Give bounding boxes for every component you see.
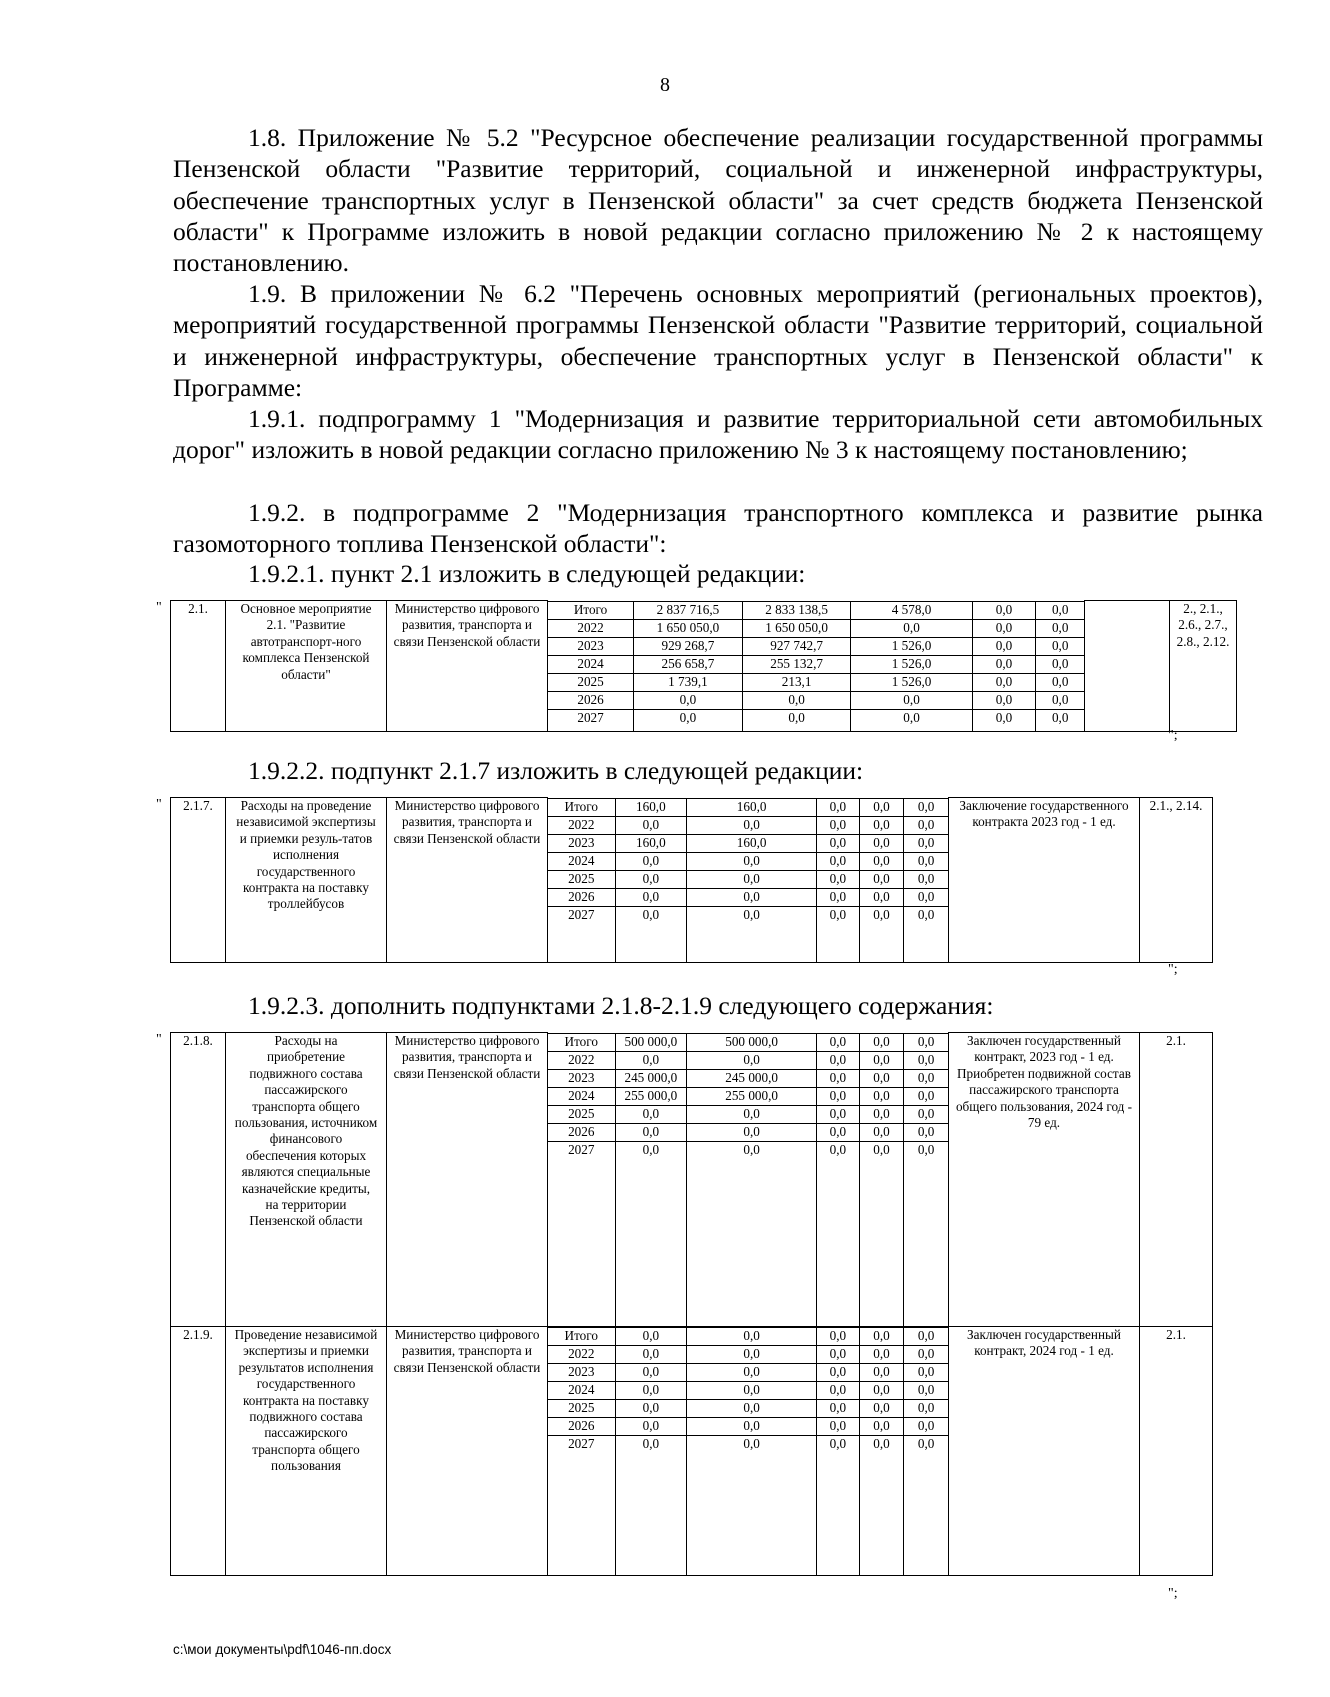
item-number: 2.1.8.	[171, 1033, 226, 1327]
funding-value: 0,0	[859, 1418, 904, 1436]
funding-value: 0,0	[615, 1123, 687, 1141]
funding-filler	[817, 1159, 860, 1326]
funding-value: 0,0	[904, 888, 948, 906]
quote-open: "	[156, 1032, 162, 1047]
funding-value: 4 578,0	[851, 601, 972, 619]
funding-year: Итого	[548, 798, 615, 816]
funding-value: 0,0	[904, 1364, 948, 1382]
funding-value: 0,0	[817, 1033, 860, 1051]
item-number: 2.1.	[171, 601, 226, 732]
funding-filler	[904, 1453, 948, 1575]
funding-row	[548, 1364, 948, 1382]
funding-value: 0,0	[904, 1436, 948, 1454]
funding-value: 0,0	[859, 798, 904, 816]
funding-cell	[548, 1033, 949, 1327]
funding-value: 0,0	[687, 1123, 817, 1141]
funding-value: 0,0	[817, 1087, 860, 1105]
item-refs: 2., 2.1., 2.6., 2.7., 2.8., 2.12.	[1170, 601, 1237, 732]
funding-value: 245 000,0	[615, 1069, 687, 1087]
funding-value: 0,0	[859, 1033, 904, 1051]
funding-value: 0,0	[972, 691, 1036, 709]
funding-value: 0,0	[615, 1364, 687, 1382]
funding-value: 0,0	[904, 1418, 948, 1436]
funding-value: 0,0	[687, 1346, 817, 1364]
funding-row	[548, 1141, 948, 1159]
funding-year: 2025	[548, 673, 634, 691]
funding-value: 0,0	[687, 1364, 817, 1382]
funding-value: 0,0	[817, 906, 860, 924]
funding-value: 0,0	[687, 870, 817, 888]
funding-value: 0,0	[904, 1069, 948, 1087]
funding-value: 0,0	[1036, 673, 1084, 691]
funding-value: 255 000,0	[687, 1087, 817, 1105]
funding-value: 500 000,0	[615, 1033, 687, 1051]
funding-value: 0,0	[615, 816, 687, 834]
funding-filler	[742, 727, 851, 731]
funding-row	[548, 852, 948, 870]
funding-value: 0,0	[904, 1346, 948, 1364]
item-name: Основное мероприятие 2.1. "Развитие автотранспорт-ного комплекса Пензенской области"	[226, 601, 387, 732]
quote-close: ";	[1168, 1586, 1178, 1601]
item-result: Заключен государственный контракт, 2023 год - 1 ед. Приобретен подвижной состав пассажирского транспорта общего пользования, 2024 год - 79 ед.	[949, 1033, 1140, 1327]
funding-year: Итого	[548, 1033, 615, 1051]
funding-value: 0,0	[904, 1033, 948, 1051]
funding-row	[548, 1382, 948, 1400]
funding-value: 0,0	[615, 1105, 687, 1123]
funding-value: 0,0	[1036, 709, 1084, 727]
funding-value: 0,0	[687, 1105, 817, 1123]
funding-row	[548, 888, 948, 906]
funding-row	[548, 1051, 948, 1069]
item-number: 2.1.7.	[171, 798, 226, 963]
funding-value: 0,0	[859, 1400, 904, 1418]
funding-year: 2022	[548, 619, 634, 637]
paragraph-1-9-2-3: 1.9.2.3. дополнить подпунктами 2.1.8-2.1.9 следующего содержания:	[248, 991, 994, 1020]
paragraph-1-8: 1.8. Приложение № 5.2 "Ресурсное обеспечение реализации государственной программы Пензенской области "Развитие территорий, социальной и инженерной инфраструктуры, обеспечение транспортных услуг в Пензенской области" за счет средств бюджета Пензенской области" к Программе изложить в новой редакции согласно приложению № 2 к настоящему постановлению.	[173, 123, 1263, 278]
funding-value: 0,0	[1036, 655, 1084, 673]
funding-filler	[817, 924, 860, 962]
funding-cell	[548, 798, 949, 963]
funding-year: 2024	[548, 852, 615, 870]
funding-value: 0,0	[817, 1105, 860, 1123]
funding-value: 0,0	[904, 1382, 948, 1400]
funding-value: 1 526,0	[851, 673, 972, 691]
quote-close: ";	[1168, 728, 1178, 743]
paragraph-1-9-2-2: 1.9.2.2. подпункт 2.1.7 изложить в следующей редакции:	[248, 756, 864, 785]
funding-row	[548, 816, 948, 834]
funding-row	[548, 834, 948, 852]
funding-filler	[687, 924, 817, 962]
funding-value: 0,0	[904, 1141, 948, 1159]
page-number: 8	[660, 74, 670, 96]
funding-value: 0,0	[634, 709, 743, 727]
funding-value: 0,0	[817, 870, 860, 888]
funding-value: 0,0	[859, 1051, 904, 1069]
funding-value: 1 650 050,0	[634, 619, 743, 637]
funding-value: 0,0	[817, 1436, 860, 1454]
funding-value: 2 837 716,5	[634, 601, 743, 619]
funding-value: 0,0	[615, 1382, 687, 1400]
item-refs: 2.1., 2.14.	[1140, 798, 1213, 963]
funding-value: 0,0	[817, 888, 860, 906]
funding-value: 0,0	[615, 1400, 687, 1418]
quote-close: ";	[1168, 962, 1178, 977]
item-executor: Министерство цифрового развития, транспорта и связи Пензенской области	[387, 601, 548, 732]
item-executor: Министерство цифрового развития, транспорта и связи Пензенской области	[387, 798, 548, 963]
funding-value: 256 658,7	[634, 655, 743, 673]
funding-year: 2025	[548, 1400, 615, 1418]
funding-value: 0,0	[817, 798, 860, 816]
funding-row	[548, 655, 1084, 673]
item-name: Расходы на приобретение подвижного состава пассажирского транспорта общего пользования, источником финансового обеспечения которых являются специальные казначейские кредиты, на территории Пензенской области	[226, 1033, 387, 1327]
funding-value: 0,0	[859, 816, 904, 834]
funding-value: 0,0	[742, 709, 851, 727]
funding-row	[548, 1069, 948, 1087]
paragraph-1-9-1: 1.9.1. подпрограмму 1 "Модернизация и развитие территориальной сети автомобильных дорог" изложить в новой редакции согласно приложению № 3 к настоящему постановлению;	[173, 404, 1263, 465]
funding-filler	[904, 1159, 948, 1326]
table-item-2-1-7	[170, 797, 1213, 963]
funding-year: 2027	[548, 906, 615, 924]
funding-value: 0,0	[817, 1364, 860, 1382]
funding-value: 0,0	[859, 834, 904, 852]
item-number: 2.1.9.	[171, 1327, 226, 1576]
funding-value: 0,0	[859, 1382, 904, 1400]
funding-filler	[859, 924, 904, 962]
funding-value: 0,0	[687, 852, 817, 870]
funding-value: 0,0	[817, 834, 860, 852]
funding-year: 2022	[548, 816, 615, 834]
funding-value: 0,0	[904, 1087, 948, 1105]
quote-open: "	[156, 797, 162, 812]
funding-value: 0,0	[859, 1105, 904, 1123]
funding-row	[548, 601, 1084, 619]
paragraph-1-9-2-1: 1.9.2.1. пункт 2.1 изложить в следующей редакции:	[248, 559, 806, 588]
funding-value: 0,0	[687, 888, 817, 906]
funding-value: 0,0	[904, 1328, 948, 1346]
funding-filler	[687, 1159, 817, 1326]
item-refs: 2.1.	[1140, 1033, 1213, 1327]
funding-filler	[687, 1453, 817, 1575]
funding-filler	[859, 1159, 904, 1326]
funding-row	[548, 673, 1084, 691]
funding-value: 0,0	[742, 691, 851, 709]
funding-year: 2026	[548, 1418, 615, 1436]
funding-row	[548, 1033, 948, 1051]
funding-year: 2026	[548, 1123, 615, 1141]
item-name: Проведение независимой экспертизы и приемки результатов исполнения государственного контракта на поставку подвижного состава пассажирского транспорта общего пользования	[226, 1327, 387, 1576]
funding-value: 0,0	[859, 888, 904, 906]
funding-year: Итого	[548, 1328, 615, 1346]
funding-filler	[851, 727, 972, 731]
funding-cell	[548, 1327, 949, 1576]
funding-row	[548, 1328, 948, 1346]
funding-value: 0,0	[817, 852, 860, 870]
funding-year: 2023	[548, 637, 634, 655]
funding-value: 0,0	[972, 673, 1036, 691]
funding-value: 0,0	[859, 906, 904, 924]
funding-value: 0,0	[615, 1051, 687, 1069]
funding-value: 0,0	[1036, 637, 1084, 655]
funding-row	[548, 1436, 948, 1454]
funding-value: 0,0	[1036, 619, 1084, 637]
funding-row	[548, 906, 948, 924]
funding-value: 0,0	[904, 1105, 948, 1123]
funding-value: 0,0	[615, 1141, 687, 1159]
funding-row	[548, 691, 1084, 709]
funding-year: 2025	[548, 1105, 615, 1123]
funding-year: 2024	[548, 1087, 615, 1105]
funding-value: 0,0	[859, 1069, 904, 1087]
funding-value: 1 526,0	[851, 637, 972, 655]
funding-year: 2025	[548, 870, 615, 888]
funding-filler	[615, 1453, 687, 1575]
funding-year: Итого	[548, 601, 634, 619]
funding-filler	[615, 924, 687, 962]
funding-value: 0,0	[615, 1436, 687, 1454]
funding-value: 0,0	[859, 1123, 904, 1141]
funding-row	[548, 1418, 948, 1436]
funding-value: 213,1	[742, 673, 851, 691]
table-item-2-1	[170, 600, 1237, 732]
funding-value: 0,0	[817, 1141, 860, 1159]
funding-filler	[972, 727, 1036, 731]
funding-value: 0,0	[817, 1069, 860, 1087]
funding-row	[548, 870, 948, 888]
funding-value: 0,0	[817, 1051, 860, 1069]
funding-value: 0,0	[972, 637, 1036, 655]
funding-value: 0,0	[1036, 691, 1084, 709]
funding-filler	[548, 727, 634, 731]
funding-value: 1 739,1	[634, 673, 743, 691]
funding-value: 1 650 050,0	[742, 619, 851, 637]
funding-row	[548, 798, 948, 816]
funding-value: 0,0	[687, 906, 817, 924]
file-path-footer: c:\мои документы\pdf\1046-пп.docx	[173, 1642, 392, 1657]
funding-value: 0,0	[904, 870, 948, 888]
funding-filler	[904, 924, 948, 962]
funding-value: 0,0	[851, 709, 972, 727]
funding-row	[548, 619, 1084, 637]
funding-value: 0,0	[904, 798, 948, 816]
funding-value: 0,0	[904, 834, 948, 852]
funding-value: 0,0	[615, 852, 687, 870]
funding-value: 0,0	[817, 1328, 860, 1346]
funding-value: 0,0	[859, 1364, 904, 1382]
funding-row	[548, 1105, 948, 1123]
funding-value: 0,0	[972, 709, 1036, 727]
funding-row	[548, 637, 1084, 655]
funding-row	[548, 1400, 948, 1418]
funding-value: 0,0	[615, 888, 687, 906]
funding-value: 0,0	[904, 906, 948, 924]
funding-value: 255 132,7	[742, 655, 851, 673]
funding-value: 0,0	[851, 691, 972, 709]
quote-open: "	[156, 600, 162, 615]
funding-year: 2023	[548, 1069, 615, 1087]
funding-value: 929 268,7	[634, 637, 743, 655]
funding-year: 2022	[548, 1051, 615, 1069]
funding-value: 0,0	[687, 1051, 817, 1069]
funding-value: 0,0	[817, 1382, 860, 1400]
funding-value: 0,0	[904, 1400, 948, 1418]
funding-filler	[548, 1453, 615, 1575]
funding-year: 2026	[548, 888, 615, 906]
funding-value: 255 000,0	[615, 1087, 687, 1105]
funding-value: 1 526,0	[851, 655, 972, 673]
funding-year: 2027	[548, 709, 634, 727]
funding-value: 2 833 138,5	[742, 601, 851, 619]
funding-filler	[548, 924, 615, 962]
funding-value: 0,0	[817, 816, 860, 834]
funding-value: 0,0	[904, 1051, 948, 1069]
funding-filler	[548, 1159, 615, 1326]
funding-filler	[817, 1453, 860, 1575]
funding-value: 0,0	[859, 852, 904, 870]
funding-row	[548, 709, 1084, 727]
funding-value: 160,0	[615, 834, 687, 852]
item-result	[1085, 601, 1170, 732]
funding-value: 160,0	[687, 798, 817, 816]
funding-value: 0,0	[904, 816, 948, 834]
item-result: Заключение государственного контракта 2023 год - 1 ед.	[949, 798, 1140, 963]
paragraph-1-9-2: 1.9.2. в подпрограмме 2 "Модернизация транспортного комплекса и развитие рынка газомоторного топлива Пензенской области":	[173, 498, 1263, 559]
funding-value: 0,0	[687, 1418, 817, 1436]
table-items-2-1-8-2-1-9	[170, 1032, 1213, 1576]
paragraph-1-9: 1.9. В приложении № 6.2 "Перечень основных мероприятий (региональных проектов), мероприятий государственной программы Пензенской области "Развитие территорий, социальной и инженерной инфраструктуры, обеспечение транспортных услуг в Пензенской области" к Программе:	[173, 279, 1263, 402]
funding-year: 2026	[548, 691, 634, 709]
funding-value: 0,0	[859, 1346, 904, 1364]
item-refs: 2.1.	[1140, 1327, 1213, 1576]
funding-value: 500 000,0	[687, 1033, 817, 1051]
funding-value: 0,0	[615, 1328, 687, 1346]
funding-value: 0,0	[904, 852, 948, 870]
item-result: Заключен государственный контракт, 2024 год - 1 ед.	[949, 1327, 1140, 1576]
item-executor: Министерство цифрового развития, транспорта и связи Пензенской области	[387, 1327, 548, 1576]
funding-year: 2027	[548, 1436, 615, 1454]
funding-value: 0,0	[859, 1328, 904, 1346]
funding-value: 0,0	[687, 1400, 817, 1418]
funding-value: 0,0	[859, 1087, 904, 1105]
funding-row	[548, 1346, 948, 1364]
funding-value: 0,0	[1036, 601, 1084, 619]
funding-filler	[615, 1159, 687, 1326]
funding-value: 0,0	[615, 1346, 687, 1364]
funding-filler	[859, 1453, 904, 1575]
funding-value: 0,0	[687, 1141, 817, 1159]
funding-row	[548, 1087, 948, 1105]
funding-value: 0,0	[817, 1346, 860, 1364]
funding-value: 0,0	[972, 601, 1036, 619]
funding-filler	[1036, 727, 1084, 731]
funding-value: 0,0	[615, 1418, 687, 1436]
funding-value: 0,0	[817, 1123, 860, 1141]
funding-value: 0,0	[859, 1141, 904, 1159]
funding-value: 0,0	[972, 619, 1036, 637]
funding-value: 160,0	[687, 834, 817, 852]
funding-value: 0,0	[859, 870, 904, 888]
funding-value: 0,0	[817, 1400, 860, 1418]
funding-value: 0,0	[687, 1328, 817, 1346]
funding-value: 245 000,0	[687, 1069, 817, 1087]
funding-year: 2027	[548, 1141, 615, 1159]
funding-value: 0,0	[687, 816, 817, 834]
funding-value: 0,0	[687, 1436, 817, 1454]
funding-year: 2023	[548, 1364, 615, 1382]
funding-value: 160,0	[615, 798, 687, 816]
funding-row	[548, 1123, 948, 1141]
funding-value: 0,0	[615, 870, 687, 888]
funding-filler	[634, 727, 743, 731]
funding-value: 0,0	[859, 1436, 904, 1454]
funding-value: 0,0	[972, 655, 1036, 673]
funding-year: 2022	[548, 1346, 615, 1364]
funding-value: 0,0	[817, 1418, 860, 1436]
funding-value: 0,0	[615, 906, 687, 924]
funding-value: 0,0	[687, 1382, 817, 1400]
item-name: Расходы на проведение независимой экспертизы и приемки резуль-татов исполнения государственного контракта на поставку троллейбусов	[226, 798, 387, 963]
funding-year: 2024	[548, 655, 634, 673]
funding-cell	[548, 601, 1085, 732]
funding-year: 2023	[548, 834, 615, 852]
funding-year: 2024	[548, 1382, 615, 1400]
funding-value: 0,0	[904, 1123, 948, 1141]
item-executor: Министерство цифрового развития, транспорта и связи Пензенской области	[387, 1033, 548, 1327]
funding-value: 0,0	[634, 691, 743, 709]
funding-value: 0,0	[851, 619, 972, 637]
funding-value: 927 742,7	[742, 637, 851, 655]
